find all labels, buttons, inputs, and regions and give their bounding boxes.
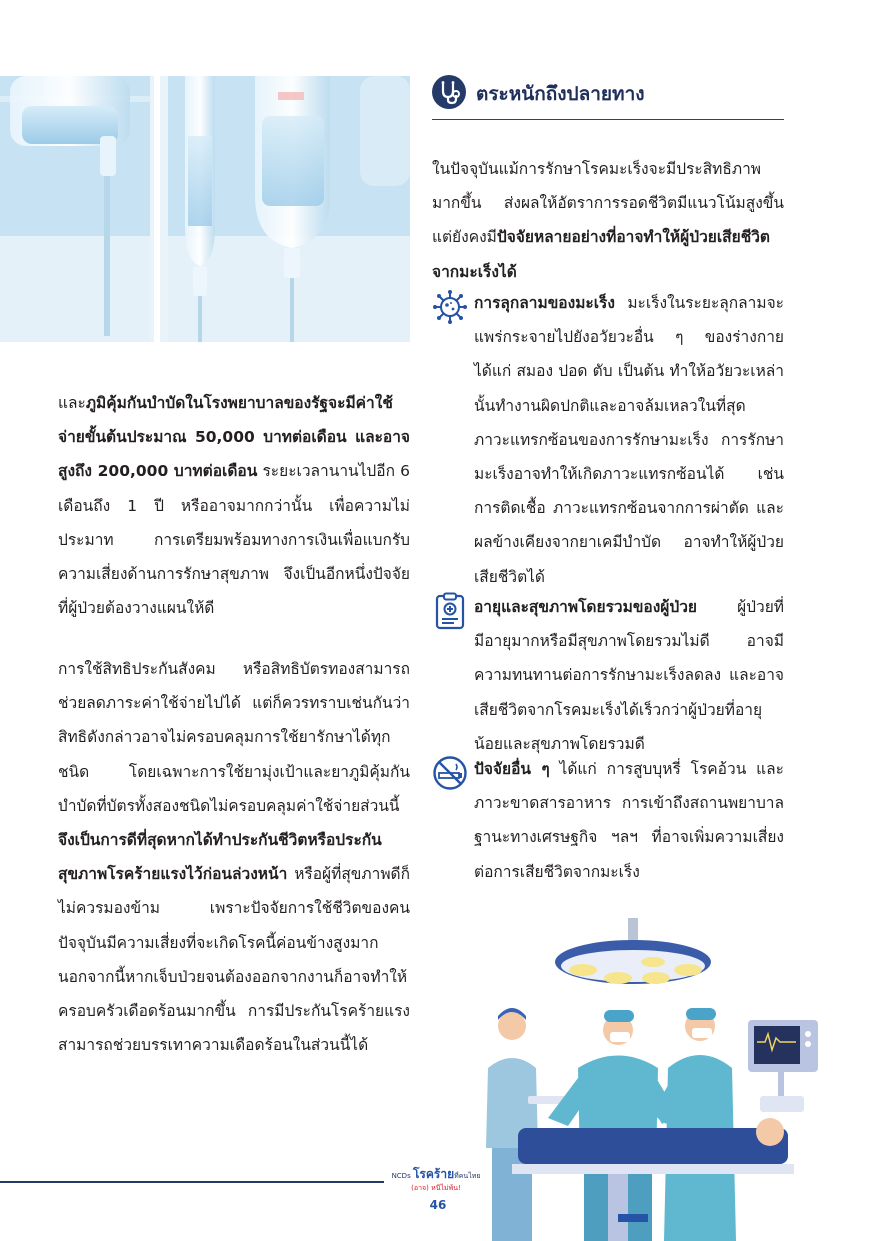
bullet-3-text <box>474 752 784 889</box>
bullet-3-title: ปัจจัยอื่น ๆ <box>474 760 550 778</box>
left-p1-text: และ <box>58 394 86 412</box>
bullet-2-title: อายุและสุขภาพโดยรวมของผู้ป่วย <box>474 598 698 616</box>
left-p2-text: การใช้สิทธิประกันสังคม หรือสิทธิบัตรทองสามารถช่วยลดภาระค่าใช้จ่ายไปได้ แต่ก็ควรทราบเช่นกันว่าสิทธิดังกล่าวอาจไม่ครอบคลุมการใช้ยารักษาได้ทุกชนิด โดยเฉพาะการใช้ยามุ่งเป้าและยาภูมิคุ้มกันบำบัดที่บัตรทั้งสองชนิดไม่ครอบคลุมค่าใช้จ่ายส่วนนี้ <box>58 660 410 815</box>
left-paragraph-2 <box>58 652 410 1062</box>
left-p2-text-2: หรือผู้ที่สุขภาพดีก็ไม่ควรมองข้าม เพราะปัจจัยการใช้ชีวิตของคนปัจจุบันมีความเสี่ยงที่จะเกิดโรคนี้ค่อนข้างสูงมาก นอกจากนี้หากเจ็บป่วยจนต้องออกจากงานก็อาจทำให้ครอบครัวเดือดร้อนมากขึ้น การมีประกันโรคร้ายแรงสามารถช่วยบรรเทาความเดือดร้อนในส่วนนี้ได้ <box>58 865 410 1055</box>
stethoscope-icon <box>432 75 466 109</box>
section-title: ตระหนักถึงปลายทาง <box>476 83 645 105</box>
footer-logo-rest: ที่คนไทย <box>454 1172 481 1180</box>
bullet-3-body: ได้แก่ การสูบบุหรี่ โรคอ้วน และภาวะขาดสารอาหาร การเข้าถึงสถานพยาบาล ฐานะทางเศรษฐกิจ ฯลฯ ที่อาจเพิ่มความเสี่ยงต่อการเสียชีวิตจากมะเร็ง <box>474 760 784 881</box>
footer-logo-big: โรคร้าย <box>412 1167 455 1181</box>
surgery-illustration <box>478 918 818 1241</box>
footer-logo <box>388 1168 484 1194</box>
left-p1-bold: ภูมิคุ้มกันบำบัดในโรงพยาบาลของรัฐจะมีค่าใช้จ่ายขั้นต้นประมาณ 50,000 บาทต่อเดือน และอาจสูงถึง 200,000 บาทต่อเดือน <box>58 394 410 481</box>
bullet-1-title: การลุกลามของมะเร็ง <box>474 294 615 312</box>
right-intro-paragraph <box>432 152 784 289</box>
section-header <box>432 74 784 120</box>
cancer-cell-icon <box>432 288 468 326</box>
bullet-cancer-progression <box>432 286 784 594</box>
footer-logo-small: NCDs <box>391 1172 411 1180</box>
left-p2-bold: จึงเป็นการดีที่สุดหากได้ทำประกันชีวิตหรือประกันสุขภาพโรคร้ายแรงไว้ก่อนล่วงหน้า <box>58 831 382 884</box>
bullet-1-text <box>474 286 784 594</box>
no-smoking-icon <box>432 754 468 792</box>
left-p1-text-2: ระยะเวลานานไปอีก 6 เดือนถึง 1 ปี หรืออาจมากกว่านั้น เพื่อความไม่ประมาท การเตรียมพร้อมทางการเงินเพื่อแบกรับความเสี่ยงด้านการรักษาสุขภาพ จึงเป็นอีกหนึ่งปัจจัยที่ผู้ป่วยต้องวางแผนให้ดี <box>58 462 411 618</box>
medical-clipboard-icon <box>432 592 468 630</box>
footer-rule <box>0 1181 384 1183</box>
page-number: 46 <box>429 1198 447 1212</box>
iv-drip-photo <box>0 76 410 342</box>
bullet-2-body: ผู้ป่วยที่มีอายุมากหรือมีสุขภาพโดยรวมไม่ดี อาจมีความทนทานต่อการรักษามะเร็งลดลง และอาจเสียชีวิตจากโรคมะเร็งได้เร็วกว่าผู้ป่วยที่อายุน้อยและสุขภาพโดยรวมดี <box>474 598 784 753</box>
bullet-2-text <box>474 590 784 761</box>
footer-logo-line2: (อาจ) หนีไม่พ้น! <box>411 1184 461 1192</box>
bullet-other-factors <box>432 752 784 889</box>
left-paragraph-1 <box>58 386 410 625</box>
bullet-age-health <box>432 590 784 761</box>
bullet-1-body: มะเร็งในระยะลุกลามจะแพร่กระจายไปยังอวัยวะอื่น ๆ ของร่างกาย ได้แก่ สมอง ปอด ตับ เป็นต้น ทำให้อวัยวะเหล่านั้นทำงานผิดปกติและอาจล้มเหลวในที่สุด ภาวะแทรกซ้อนของการรักษามะเร็ง การรักษามะเร็งอาจทำให้เกิดภาวะแทรกซ้อนได้ เช่น การติดเชื้อ ภาวะแทรกซ้อนจากการผ่าตัด และผลข้างเคียงจากยาเคมีบำบัด อาจทำให้ผู้ป่วยเสียชีวิตได้ <box>474 294 784 586</box>
right-intro-bold: ปัจจัยหลายอย่างที่อาจทำให้ผู้ป่วยเสียชีวิตจากมะเร็งได้ <box>432 228 770 281</box>
right-intro-text: ในปัจจุบันแม้การรักษาโรคมะเร็งจะมีประสิทธิภาพมากขึ้น ส่งผลให้อัตราการรอดชีวิตมีแนวโน้มสูงขึ้น แต่ยังคงมี <box>432 160 784 247</box>
iv-drip-drawing <box>0 76 410 342</box>
